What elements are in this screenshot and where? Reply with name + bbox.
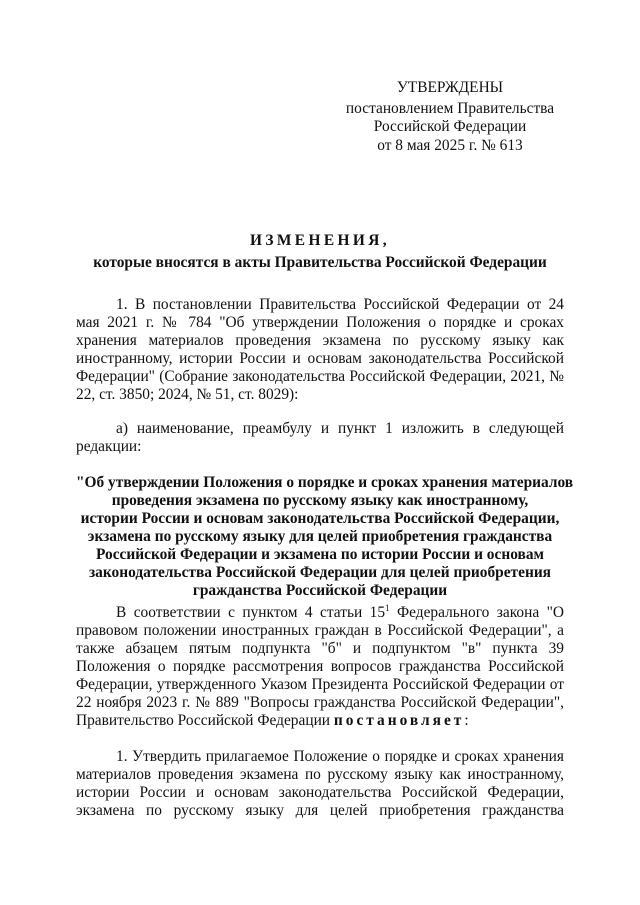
superscript-marker: 1 bbox=[385, 603, 390, 613]
paragraph-3-end: : bbox=[464, 712, 469, 729]
approval-line-2: Российской Федерации bbox=[373, 118, 527, 135]
quote-line: истории России и основам законодательства Российской Федерации, bbox=[80, 510, 560, 527]
quote-line: "Об утверждении Положения о порядке и сроках хранения материалов bbox=[76, 474, 574, 491]
quote-line: проведения экзамена по русскому языку как иностранному, bbox=[111, 492, 529, 509]
title-subtitle: которые вносятся в акты Правительства Российской Федерации bbox=[93, 254, 547, 271]
approval-stamp bbox=[330, 79, 570, 155]
approval-line-1: постановлением Правительства bbox=[345, 99, 555, 117]
quote-line: Российской Федерации и экзамена по истории России и основам bbox=[96, 546, 544, 563]
quote-line: экзамена по русскому языку для целей приобретения гражданства bbox=[87, 528, 553, 545]
title-main: ИЗМЕНЕНИЯ, bbox=[249, 232, 391, 249]
paragraph-1: 1. В постановлении Правительства Российской Федерации от 24 мая 2021 г. № 784 "Об утверждении Положения о порядке и сроках хранения материалов проведения экзамена по русскому языку как иностранному, истории России и основам законодательства Российской Федерации" (Собрание законодательства Российской Федерации, 2021, № 22, ст. 3850; 2024, № 51, ст. 8029): bbox=[76, 296, 564, 403]
quote-line: законодательства Российской Федерации для целей приобретения bbox=[88, 564, 552, 581]
paragraph-4: 1. Утвердить прилагаемое Положение о порядке и сроках хранения материалов проведения экзамена по русскому языку как иностранному, истории России и основам законодательства Российской Федерации, экзамена по русскому языку для целей приобретения гражданства bbox=[76, 748, 564, 819]
decree-word: постановляет bbox=[333, 712, 465, 729]
quoted-title bbox=[76, 474, 574, 600]
approval-heading: УТВЕРЖДЕНЫ bbox=[396, 79, 504, 96]
paragraph-3-body: Федерального закона "О правовом положении иностранных граждан в Российской Федерации", а также абзацем пятым подпункта "б" и подпунктом "в" пункта 39 Положения о порядке рассмотрения вопросов гражданства Российской Федерации, утвержденного Указом Президента Российской Федерации от 22 ноября 2023 г. № 889 "Вопросы гражданства Российской Федерации", Правительство Российской Федерации bbox=[76, 604, 564, 729]
quote-line: гражданства Российской Федерации bbox=[192, 582, 448, 599]
approval-line-3: от 8 мая 2025 г. № 613 bbox=[377, 136, 523, 154]
document-title bbox=[0, 232, 640, 272]
paragraph-2: а) наименование, преамбулу и пункт 1 изложить в следующей редакции: bbox=[76, 420, 564, 455]
paragraph-3-lead: В соответствии с пунктом 4 статьи 15 bbox=[116, 604, 386, 621]
paragraph-3 bbox=[76, 604, 564, 730]
